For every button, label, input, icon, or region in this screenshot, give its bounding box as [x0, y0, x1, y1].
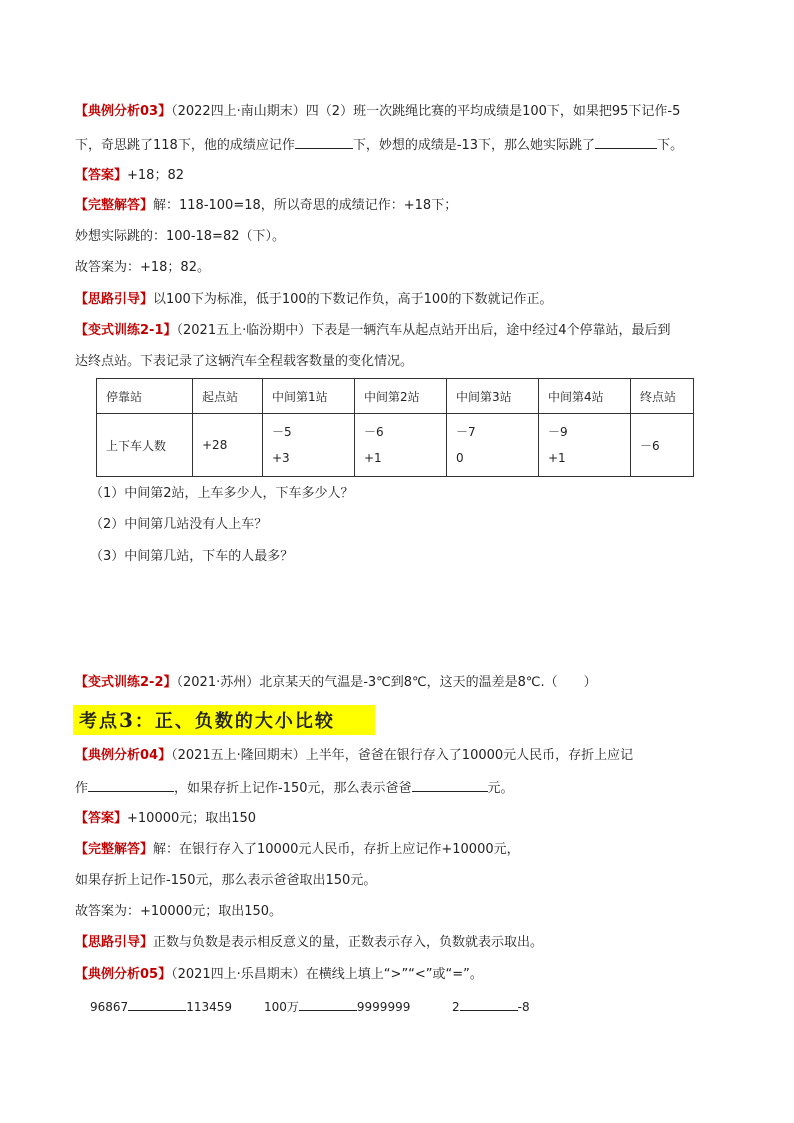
ex04-solution-3: 故答案为：+10000元；取出150。 — [75, 904, 283, 919]
ex21-tag: 【变式训练2-1】 — [75, 323, 177, 338]
table-cell: －5 +3 — [263, 414, 355, 477]
ex03-solution-2: 妙想实际跳的：100-18=82（下）。 — [75, 229, 285, 244]
ex04-answer: 【答案】+10000元；取出150 — [75, 811, 257, 826]
ex21-line2: 达终点站。下表记录了这辆汽车全程载客数量的变化情况。 — [75, 354, 414, 369]
answer-blank[interactable] — [460, 998, 518, 1011]
compare-item: 2 -8 — [452, 1000, 530, 1014]
table-header-cell: 中间第4站 — [539, 379, 631, 414]
ex04-line1: 【典例分析04】（2021五上·隆回期末）上半年，爸爸在银行存入了10000元人民币，存折上应记 — [75, 748, 634, 763]
table-cell: －6 +1 — [355, 414, 447, 477]
ex03-tag: 【典例分析03】 — [75, 104, 172, 119]
table-header-cell: 中间第1站 — [263, 379, 355, 414]
table-header-cell: 终点站 — [631, 379, 694, 414]
table-header-cell: 起点站 — [193, 379, 263, 414]
table-cell: －7 0 — [447, 414, 539, 477]
ex05-tag: 【典例分析05】 — [75, 967, 172, 982]
ex05-line: 【典例分析05】（2021四上·乐昌期末）在横线上填上“>”“<”或“=”。 — [75, 967, 483, 982]
ex04-hint: 【思路引导】正数与负数是表示相反意义的量，正数表示存入，负数就表示取出。 — [75, 935, 544, 950]
ex04-line2: 作 ，如果存折上记作-150元，那么表示爸爸 元。 — [75, 777, 725, 799]
table-header-cell: 中间第2站 — [355, 379, 447, 414]
table-cell: －9 +1 — [539, 414, 631, 477]
ex22-tag: 【变式训练2-2】 — [75, 675, 177, 690]
compare-item: 100万 9999999 — [264, 1000, 411, 1014]
ex22-line: 【变式训练2-2】（2021·苏州）北京某天的气温是-3℃到8℃，这天的温差是8℃.（ ） — [75, 675, 597, 690]
ex04-solution: 【完整解答】解：在银行存入了10000元人民币，存折上应记作+10000元， — [75, 842, 520, 857]
table-header-cell: 中间第3站 — [447, 379, 539, 414]
table-header-row — [97, 379, 694, 414]
section-heading: 考点3：正、负数的大小比较 — [73, 705, 375, 735]
ex03-solution: 【完整解答】解：118-100=18，所以奇思的成绩记作：+18下； — [75, 198, 458, 213]
ex21-line1: 【变式训练2-1】（2021五上·临汾期中）下表是一辆汽车从起点站开出后，途中经过4个停靠站，最后到 — [75, 323, 671, 338]
ex03-line2: 下，奇思跳了118下，他的成绩应记作 下，妙想的成绩是-13下，那么她实际跳了 下。 — [75, 134, 725, 156]
passenger-table — [96, 378, 694, 477]
table-cell: －6 — [631, 414, 694, 477]
answer-blank[interactable] — [295, 134, 353, 149]
compare-item: 96867 113459 — [90, 1000, 232, 1014]
answer-blank[interactable] — [299, 998, 357, 1011]
table-row-label: 上下车人数 — [97, 414, 193, 477]
answer-blank[interactable] — [88, 777, 174, 792]
ex04-tag: 【典例分析04】 — [75, 748, 172, 763]
ex03-hint: 【思路引导】以100下为标准，低于100的下数记作负，高于100的下数就记作正。 — [75, 292, 553, 307]
answer-blank[interactable] — [412, 777, 488, 792]
table-header-cell: 停靠站 — [97, 379, 193, 414]
table-row — [97, 414, 694, 477]
answer-blank[interactable] — [595, 134, 657, 149]
ex03-line1: 【典例分析03】（2022四上·南山期末）四（2）班一次跳绳比赛的平均成绩是100下，如果把95下记作-5 — [75, 104, 681, 119]
table-cell: +28 — [193, 414, 263, 477]
ex04-solution-2: 如果存折上记作-150元，那么表示爸爸取出150元。 — [75, 873, 377, 888]
answer-blank[interactable] — [128, 998, 186, 1011]
ex03-answer: 【答案】+18；82 — [75, 168, 184, 183]
ex03-solution-3: 故答案为：+18；82。 — [75, 260, 210, 275]
ex21-question-1: （1）中间第2站，上车多少人，下车多少人？ — [90, 486, 354, 501]
ex21-question-3: （3）中间第几站，下车的人最多？ — [90, 549, 294, 564]
ex21-question-2: （2）中间第几站没有人上车？ — [90, 517, 268, 532]
